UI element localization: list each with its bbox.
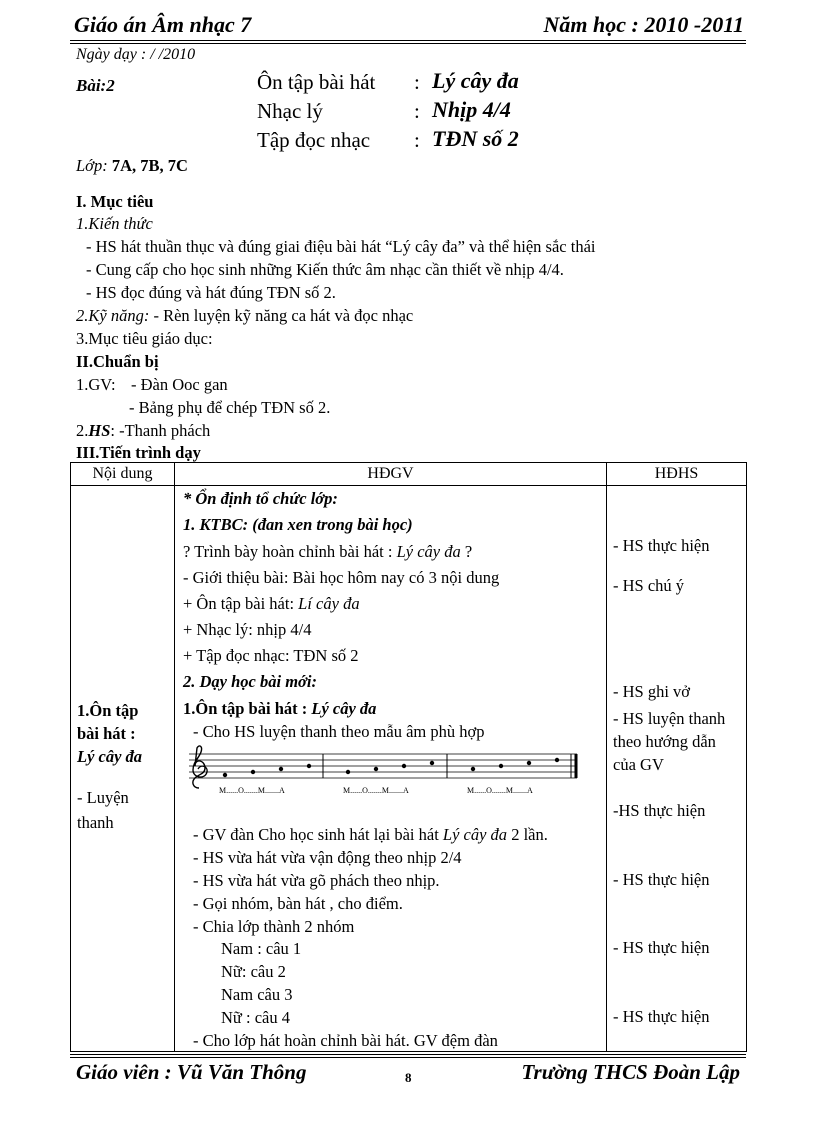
t-line-5b: Lí cây đa [298,594,360,613]
t-line-1: * Ổn định tổ chức lớp: [183,489,338,508]
t-line-13: - HS vừa hát vừa gõ phách theo nhịp. [193,871,440,890]
hs-prefix: 2. [76,421,89,440]
lesson-plan-table [70,462,747,1052]
lesson-title-1: Ôn tập bài hát [257,70,376,94]
t-line-3 [183,542,472,562]
objective-1: - HS hát thuần thục và đúng giai điệu bài hát “Lý cây đa” và thể hiện sắc thái [86,237,596,256]
col-header-teacher: HĐGV [175,463,607,486]
content-title-1: 1.Ôn tập [77,701,139,720]
table-header-row [71,463,747,486]
class-label: Lớp: [76,156,108,175]
gv-label: 1.GV: [76,375,116,394]
t-line-17: Nữ: câu 2 [221,962,286,981]
gv-item-2: - Bảng phụ để chép TĐN số 2. [129,398,331,417]
skill-line [76,306,413,326]
header-left: Giáo án Âm nhạc 7 [74,12,252,37]
s-line-8: - HS thực hiện [613,1007,710,1026]
t-line-9b: Lý cây đa [311,699,377,718]
t-line-11 [193,825,548,845]
content-title-3: Lý cây đa [77,747,143,766]
t-line-9 [183,699,376,719]
t-line-11b: Lý cây đa [442,825,508,844]
footer-left: Giáo viên : Vũ Văn Thông [76,1060,307,1084]
t-line-6: + Nhạc lý: nhịp 4/4 [183,620,312,639]
section-3-heading: III.Tiến trình dạy [76,443,201,462]
s-line-3: - HS ghi vở [613,682,691,701]
t-line-3a: ? Trình bày hoàn chỉnh bài hát : [183,542,397,561]
staff-label-3: M......O.......M.......A [467,786,533,795]
page-number: 8 [405,1070,412,1085]
t-line-12: - HS vừa hát vừa vận động theo nhịp 2/4 [193,848,462,867]
teacher-cell [175,486,607,1052]
s-line-6: - HS thực hiện [613,870,710,889]
objective-3: - HS đọc đúng và hát đúng TĐN số 2. [86,283,336,302]
section-1-heading: I. Mục tiêu [76,192,154,211]
s-line-4b: theo hướng dẫn [613,732,716,751]
treble-clef-icon [193,746,207,788]
skill-text: - Rèn luyện kỹ năng ca hát và đọc nhạc [149,306,414,325]
t-line-8: 2. Dạy học bài mới: [183,672,317,691]
content-sub-1: - Luyện [77,788,129,807]
lesson-value-3: TĐN số 2 [432,126,519,151]
t-line-19: Nữ : câu 4 [221,1008,290,1027]
lesson-sep-3: : [414,128,420,152]
content-title-2: bài hát : [77,724,136,743]
hs-text: : -Thanh phách [110,421,211,440]
t-line-3b: Lý cây đa [396,542,461,561]
header-rule-2 [70,43,746,44]
footer-rule [70,1054,746,1055]
header-rule [70,40,746,41]
t-line-16: Nam : câu 1 [221,939,302,958]
t-line-3c: ? [460,542,473,561]
footer-right: Trường THCS Đoàn Lập [521,1060,740,1084]
content-cell [71,486,175,1052]
lesson-sep-2: : [414,99,420,123]
skill-label: 2.Kỹ năng: [76,306,150,325]
t-line-4: - Giới thiệu bài: Bài học hôm nay có 3 nội dung [183,568,500,587]
t-line-11a: - GV đàn Cho học sinh hát lại bài hát [193,825,443,844]
t-line-10: - Cho HS luyện thanh theo mẫu âm phù hợp [193,722,485,741]
t-line-5a: + Ôn tập bài hát: [183,594,299,613]
lesson-value-2: Nhịp 4/4 [432,97,511,122]
hs-line [76,421,210,441]
t-line-9a: 1.Ôn tập bài hát : [183,699,312,718]
col-header-student: HĐHS [607,463,747,486]
staff-label-1: M......O.......M.......A [219,786,285,795]
col-header-content: Nội dung [71,463,175,486]
s-line-4a: - HS luyện thanh [613,709,726,728]
section-2-heading: II.Chuẩn bị [76,352,159,371]
s-line-5: -HS thực hiện [613,801,706,820]
music-staff [185,744,585,804]
lesson-value-1: Lý cây đa [432,68,519,93]
vocal-warmup-staff [185,744,577,804]
lesson-label: Bài:2 [76,76,115,95]
header-right: Năm học : 2010 -2011 [543,12,744,37]
section-1-sub1: 1.Kiến thức [76,214,153,233]
date-line: Ngày dạy : / /2010 [76,46,196,63]
t-line-5 [183,594,360,614]
t-line-11c: 2 lần. [507,825,548,844]
lesson-title-3: Tập đọc nhạc [257,128,371,152]
objective-2: - Cung cấp cho học sinh những Kiến thức âm nhạc cần thiết về nhịp 4/4. [86,260,564,279]
s-line-2: - HS chú ý [613,576,685,595]
t-line-7: + Tập đọc nhạc: TĐN số 2 [183,646,359,665]
t-line-18: Nam câu 3 [221,985,293,1004]
t-line-14: - Gọi nhóm, bàn hát , cho điểm. [193,894,403,913]
lesson-title-2: Nhạc lý [257,99,323,123]
lesson-sep-1: : [414,70,420,94]
class-value: 7A, 7B, 7C [111,156,188,175]
t-line-15: - Chia lớp thành 2 nhóm [193,917,355,936]
t-line-2: 1. KTBC: (đan xen trong bài học) [183,515,413,534]
s-line-4c: của GV [613,755,664,774]
student-cell [607,486,747,1052]
class-line [76,156,188,176]
hs-label: HS [88,421,111,440]
t-line-20: - Cho lớp hát hoàn chỉnh bài hát. GV đệm đàn [193,1031,498,1050]
gv-item-1: - Đàn Ooc gan [131,375,228,394]
content-sub-2: thanh [77,813,114,832]
table-row [71,486,747,1052]
staff-label-2: M......O.......M.......A [343,786,409,795]
footer-rule-2 [70,1057,746,1058]
section-1-sub3: 3.Mục tiêu giáo dục: [76,329,213,348]
s-line-1: - HS thực hiện [613,536,710,555]
s-line-7: - HS thực hiện [613,938,710,957]
